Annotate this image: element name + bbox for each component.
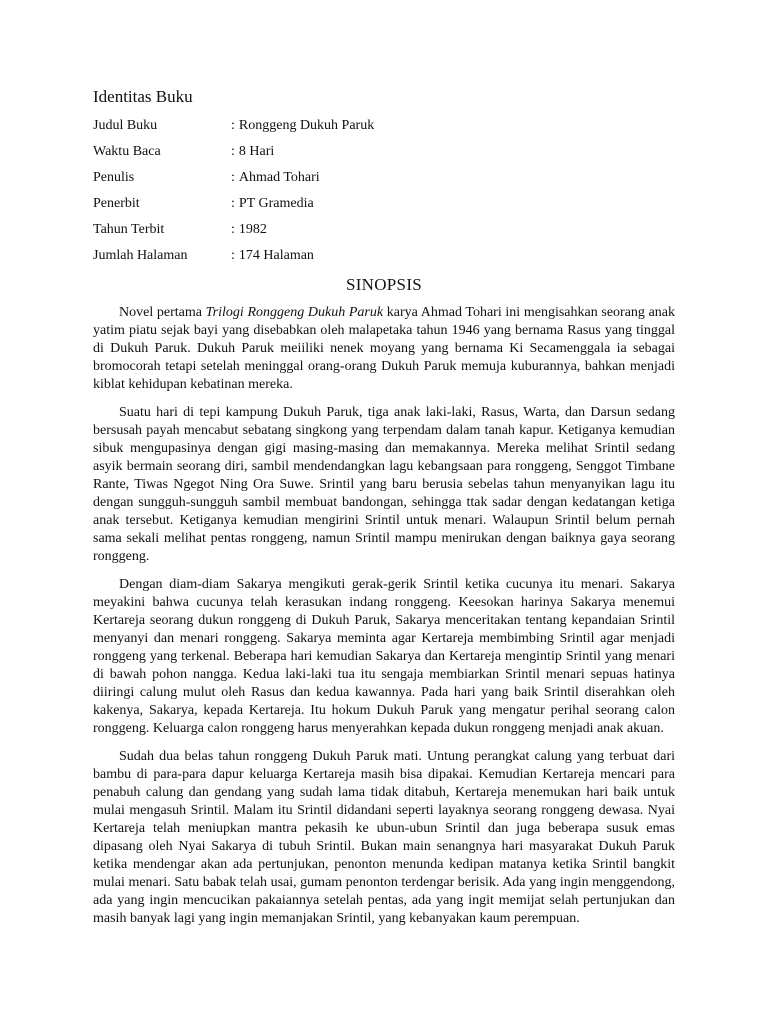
info-separator: : xyxy=(231,196,235,211)
info-label: Penerbit xyxy=(93,196,140,211)
book-title-italic: Trilogi Ronggeng Dukuh Paruk xyxy=(205,305,384,320)
paragraph-text: Novel pertama xyxy=(119,305,206,320)
info-row-year xyxy=(93,217,675,243)
info-row-pages xyxy=(93,243,675,269)
info-row-author xyxy=(93,165,675,191)
paragraph-text: karya Ahmad Tohari ini mengisahkan seorang anak yatim piatu sejak bayi yang disebabkan oleh malapetaka tahun 1946 yang bernama Rasus yang tinggal di Dukuh Paruk. Dukuh Paruk meiiliki nenek moyang yang bernama Ki Secamenggala ia sebagai bromocorah tetapi setelah meninggal orang-orang Dukuh Paruk memuja kuburannya, bahkan menjadi kiblat kehidupan kebatinan mereka. xyxy=(93,305,676,392)
book-info-table xyxy=(93,113,675,269)
info-value: 174 Halaman xyxy=(238,248,314,263)
info-value: Ahmad Tohari xyxy=(238,170,320,185)
info-value: PT Gramedia xyxy=(238,196,314,211)
info-separator: : xyxy=(231,170,235,185)
info-label: Waktu Baca xyxy=(93,144,161,159)
info-label: Judul Buku xyxy=(93,118,158,133)
synopsis-paragraph-4: Sudah dua belas tahun ronggeng Dukuh Paruk mati. Untung perangkat calung yang terbuat dari bambu di para-para dapur keluarga Kertareja masih bisa dipakai. Kemudian Kertareja mencari para penabuh calung dan gendang yang sudah lama tidak ditabuh, Kertareja menemukan hari baik untuk mulai mengasuh Srintil. Malam itu Srintil didandani seperti layaknya seorang ronggeng dewasa. Nyai Kertareja telah meniupkan mantra pekasih ke ubun-ubun Srintil dan juga beberapa susuk emas dipasang oleh Nyai Sakarya di tubuh Srintil. Bukan main senangnya hari masyarakat Dukuh Paruk ketika mendengar akan ada pertunjukan, penonton menunda kedipan matanya ketika Srintil bangkit mulai menari. Satu babak telah usai, gumam penonton terdengar berisik. Ada yang ingin menggendong, ada yang ingin mencucikan pakaiannya setelah pentas, ada yang ingit memijat selah pertunjukan dan masih banyak lagi yang ingin memanjakan Srintil, yang kebanyakan kaum perempuan. xyxy=(93,749,675,926)
info-value: Ronggeng Dukuh Paruk xyxy=(238,118,375,133)
info-row-reading-time xyxy=(93,139,675,165)
info-separator: : xyxy=(231,248,235,263)
info-label: Tahun Terbit xyxy=(93,222,165,237)
info-value: 8 Hari xyxy=(238,144,275,159)
synopsis-title: SINOPSIS xyxy=(345,275,423,294)
info-label: Jumlah Halaman xyxy=(93,248,188,263)
info-separator: : xyxy=(231,144,235,159)
info-separator: : xyxy=(231,222,235,237)
identity-heading: Identitas Buku xyxy=(93,87,193,106)
info-row-publisher xyxy=(93,191,675,217)
info-separator: : xyxy=(231,118,235,133)
info-label: Penulis xyxy=(93,170,135,185)
info-row-title xyxy=(93,113,675,139)
synopsis-paragraph-1 xyxy=(93,304,675,394)
synopsis-paragraph-3: Dengan diam-diam Sakarya mengikuti gerak-gerik Srintil ketika cucunya itu menari. Sakarya meyakini bahwa cucunya telah kerasukan indang ronggeng. Keesokan harinya Sakarya menemui Kertareja seorang dukun ronggeng di Dukuh Paruk, Sakarya menceritakan tentang kepandaian Srintil menyanyi dan menari ronggeng. Sakarya meminta agar Kertareja membimbing Srintil agar menjadi ronggeng yang terkenal. Beberapa hari kemudian Sakarya dan Kertareja mengintip Srintil yang menari di bawah pohon nangga. Kedua laki-laki tua itu sengaja membiarkan Srintil menari sepuas hatinya diiringi calung mulut oleh Rasus dan kedua kawannya. Pada hari yang baik Srintil diserahkan oleh kakenya, Sakarya, kepada Kertareja. Itu hokum Dukuh Paruk yang mengatur perihal seorang calon ronggeng. Keluarga calon ronggeng harus menyerahkan kepada dukun ronggeng menjadi anak akuan. xyxy=(93,577,675,736)
document-page xyxy=(93,86,675,938)
info-value: 1982 xyxy=(238,222,267,237)
synopsis-paragraph-2: Suatu hari di tepi kampung Dukuh Paruk, tiga anak laki-laki, Rasus, Warta, dan Darsun sedang bersusah payah mencabut sebatang singkong yang terpendam dalam tanah kapur. Ketiganya kemudian sibuk mengupasinya dengan gigi masing-masing dan memakannya. Mereka melihat Srintil sedang asyik bermain seorang diri, sambil mendendangkan lagu kebangsaan para ronggeng, Senggot Timbane Rante, Tiwas Ngegot Ning Ora Suwe. Srintil yang baru berusia sebelas tahun menyanyikan lagu itu dengan sungguh-sungguh sambil membuat bandongan, sehingga ttak sadar dengan kedatangan ketiga anak tersebut. Ketiganya kemudian mengirini Srintil untuk menari. Walaupun Srintil belum pernah sama sekali melihat pentas ronggeng, namun Srintil mampu menirukan dengan baiknya gaya seorang ronggeng. xyxy=(93,405,675,564)
